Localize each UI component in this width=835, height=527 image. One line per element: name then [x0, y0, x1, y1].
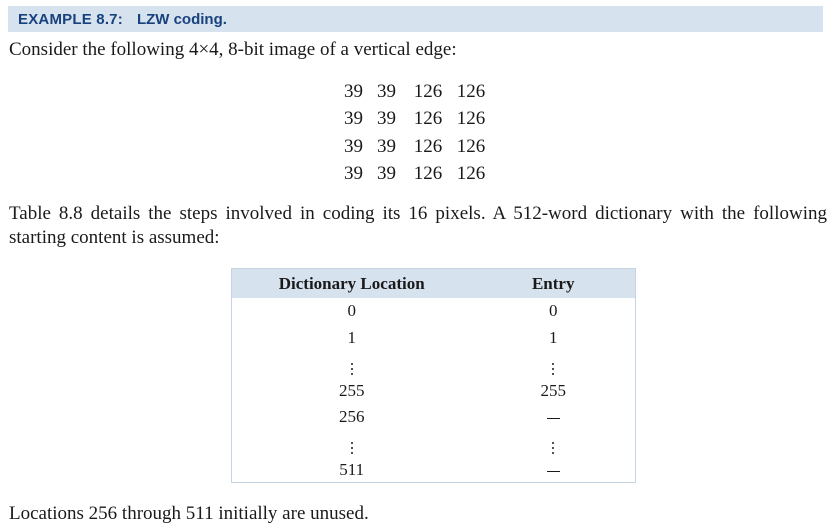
- vertical-ellipsis-icon: [552, 359, 554, 379]
- vertical-ellipsis-icon: [351, 359, 353, 379]
- entry-cell: [471, 350, 635, 379]
- entry-cell: 0: [548, 301, 558, 321]
- matrix-cell: 39: [377, 108, 396, 130]
- entry-cell: 1: [548, 327, 558, 347]
- example-banner: [8, 6, 823, 32]
- matrix-cell: 126: [413, 163, 443, 185]
- dash-icon: [547, 471, 560, 472]
- header-entry: Entry: [531, 273, 575, 293]
- example-title: LZW coding.: [136, 10, 227, 28]
- table-row: [232, 351, 635, 378]
- location-cell: [232, 429, 471, 458]
- dash-icon: [547, 418, 560, 419]
- entry-cell: [471, 460, 635, 480]
- table-row: [232, 298, 635, 325]
- location-cell: 256: [338, 407, 365, 427]
- table-row: [232, 404, 635, 431]
- intro-paragraph: Consider the following 4×4, 8-bit image of a vertical edge:: [9, 39, 457, 60]
- matrix-row: [340, 78, 492, 106]
- image-matrix: [340, 78, 492, 188]
- dictionary-table: [231, 268, 636, 483]
- dictionary-table-header: [232, 269, 635, 298]
- matrix-cell: 126: [456, 135, 486, 157]
- location-cell: 1: [347, 327, 356, 347]
- matrix-cell: 126: [456, 80, 486, 102]
- matrix-cell: 39: [377, 135, 396, 157]
- matrix-cell: 126: [456, 108, 486, 130]
- example-label: EXAMPLE 8.7:: [18, 10, 123, 28]
- matrix-cell: 126: [413, 135, 443, 157]
- matrix-row: [340, 161, 492, 189]
- dictionary-table-body: [232, 298, 635, 484]
- location-cell: 511: [339, 460, 365, 480]
- matrix-cell: 126: [456, 163, 486, 185]
- table-row: [232, 378, 635, 405]
- matrix-cell: 39: [344, 163, 363, 185]
- vertical-ellipsis-icon: [351, 438, 353, 458]
- header-dictionary-location: Dictionary Location: [278, 273, 425, 293]
- matrix-cell: 39: [344, 108, 363, 130]
- matrix-cell: 39: [344, 135, 363, 157]
- location-cell: 255: [338, 380, 365, 400]
- matrix-row: [340, 133, 492, 161]
- location-cell: 0: [347, 301, 356, 321]
- closing-paragraph: Locations 256 through 511 initially are unused.: [9, 503, 369, 524]
- table-row: [232, 457, 635, 484]
- matrix-cell: 39: [377, 163, 396, 185]
- entry-cell: [471, 407, 635, 427]
- location-cell: [232, 350, 471, 379]
- table-intro-paragraph: Table 8.8 details the steps involved in coding its 16 pixels. A 512-word dictionary with the following starting content is assumed:: [9, 203, 827, 248]
- entry-cell: [471, 429, 635, 458]
- matrix-cell: 126: [413, 108, 443, 130]
- matrix-row: [340, 106, 492, 134]
- table-row: [232, 325, 635, 352]
- table-row: [232, 431, 635, 458]
- matrix-cell: 126: [413, 80, 443, 102]
- entry-cell: 255: [540, 380, 566, 400]
- matrix-cell: 39: [377, 80, 396, 102]
- matrix-cell: 39: [344, 80, 363, 102]
- vertical-ellipsis-icon: [552, 438, 554, 458]
